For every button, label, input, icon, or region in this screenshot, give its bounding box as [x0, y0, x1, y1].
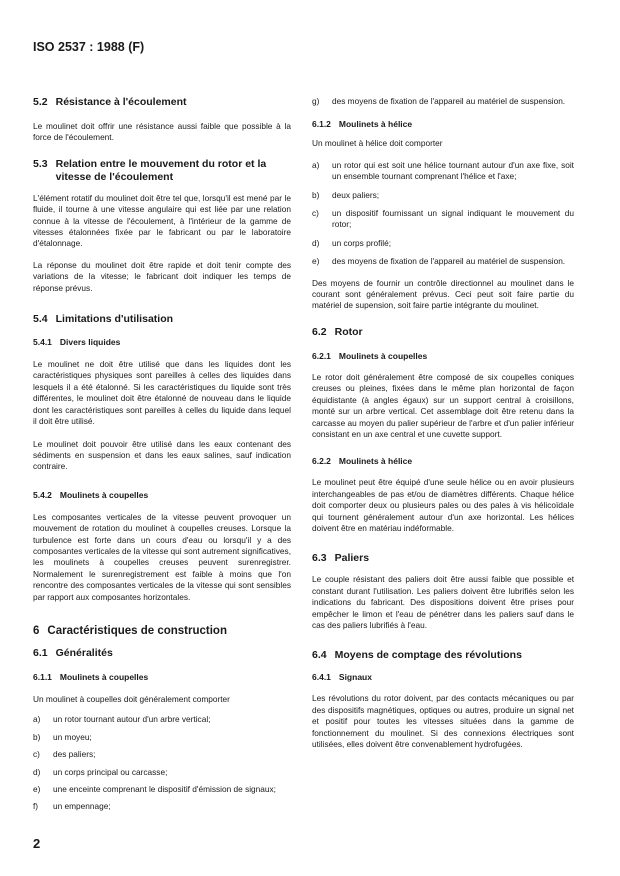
list-6-1-1 [33, 714, 291, 812]
para-5-3-1: L'élément rotatif du moulinet doit être tel que, lorsqu'il est mené par le fluide, il tourne à une vitesse angulaire qui est liée par une relation connue à la vitesse de l'écoulement, à l'intérieur de la gamme de vitesses étalonnées fixée par le fabricant ou par le laboratoire d'étalonnage. [33, 192, 291, 249]
list-item: g) des moyens de fixation de l'appareil au matériel de suspension. [312, 96, 566, 106]
para-5-2: Le moulinet doit offrir une résistance aussi faible que possible à la force de l'écoulement. [33, 121, 291, 143]
para-6-1-2-after: Des moyens de fournir un contrôle directionnel au moulinet dans le courant sont généralement prévus. Ceci peut soit faire partie du matériel de supension, soit faire partie intégrante du moulinet. [312, 277, 574, 311]
right-column [312, 96, 574, 750]
heading-5-2: 5.2 Résistance à l'écoulement [33, 96, 187, 108]
list-item: a) un rotor qui est soit une hélice tournant autour d'un axe fixe, soit un ensemble tournant comprenant l'hélice et l'axe; [312, 159, 574, 182]
para-5-4-1-2: Le moulinet doit pouvoir être utilisé dans les eaux contenant des sédiments en suspension et dans les eaux salines, sauf indication contraire. [33, 438, 291, 472]
list-item: d) un corps profilé; [312, 237, 392, 248]
para-6-1-2-intro: Un moulinet à hélice doit comporter [312, 138, 443, 149]
para-6-2-2: Le moulinet peut être équipé d'une seule hélice ou en avoir plusieurs interchangeables de pas et/ou de diamètres différents. Chaque hélice doit comporter deux ou plusieurs pales ou des pales à vis hélicoïdale qui tournent généralement autour d'un axe horizontal. Les hélices doivent être en matériau indéformable. [312, 477, 574, 533]
list-item: c) un dispositif fournissant un signal indiquant le mouvement du rotor; [312, 208, 574, 230]
heading-6-1-2: 6.1.2 Moulinets à hélice [312, 119, 413, 130]
heading-6: 6 Caractéristiques de construction [33, 624, 227, 637]
list-item: a) un rotor tournant autour d'un arbre vertical; [33, 714, 211, 725]
heading-5-4-1: 5.4.1 Divers liquides [33, 337, 121, 348]
para-5-4-1-1: Le moulinet ne doit être utilisé que dans les liquides dont les caractéristiques physiques sont pareilles à celles des liquides dans lesquels il a été étalonné. Si les caractéristiques du liquide sont très différentes, le moulinet doit être étalonné de nouveau dans le liquide dont les caractéristiques sont pareilles à celles du liquide dans lequel il doit être utilisé. [33, 359, 291, 427]
list-item: e) des moyens de fixation de l'appareil au matériel de suspension. [312, 256, 566, 267]
heading-5-3: 5.3 Relation entre le mouvement du rotor et la vitesse de l'écoulement [33, 157, 267, 183]
list-item: f) un empennage; [33, 801, 111, 812]
heading-6-2-1: 6.2.1 Moulinets à coupelles [312, 350, 428, 361]
para-6-4-1: Les révolutions du rotor doivent, par des contacts mécaniques ou par des dispositifs magnétiques, optiques ou autres, produire un signal net et positif pour toutes les vitesses situées dans la gamme de fonctionnement du moulinet. Si des connexions électriques sont utilisées, elles doivent être convenablement hydrofugées. [312, 693, 574, 749]
list-item: d) un corps principal ou carcasse; [33, 766, 168, 777]
para-6-3: Le couple résistant des paliers doit être aussi faible que possible et constant durant l'utilisation. Les paliers doivent être lubrifiés selon les indications du fabricant. Des dispositions doivent être prises pour empêcher le limon et l'eau de pénétrer dans les paliers sauf dans le cas des paliers lubrifiés à l'eau. [312, 574, 574, 630]
list-6-1-1-continued [312, 96, 574, 107]
list-item: c) des paliers; [33, 749, 96, 760]
heading-6-4-1: 6.4.1 Signaux [312, 672, 372, 683]
para-5-4-2: Les composantes verticales de la vitesse peuvent provoquer un mouvement de rotation du moulinet à coupelles creuses. Lorsque la turbulence est forte dans un cours d'eau ou lorsqu'il y a des composantes verticales de la vitesse qui sont autrement significatives, les moulinets à coupelles creuses peuvent surenregistrer. Normalement le surenregistrement est faible à moins que l'on rencontre des composantes verticales de la vitesse qui sont sensibles par rapport aux composantes horizontales. [33, 511, 291, 602]
heading-6-1: 6.1 Généralités [33, 646, 113, 659]
para-6-1-1-intro: Un moulinet à coupelles doit généralement comporter [33, 693, 230, 704]
left-column [33, 96, 291, 813]
heading-6-2-2: 6.2.2 Moulinets à hélice [312, 456, 413, 467]
heading-5-4: 5.4 Limitations d'utilisation [33, 313, 174, 326]
heading-6-4: 6.4 Moyens de comptage des révolutions [312, 649, 522, 662]
list-6-1-2 [312, 160, 574, 268]
list-item: e) une enceinte comprenant le dispositif d'émission de signaux; [33, 784, 276, 794]
para-6-2-1: Le rotor doit généralement être composé de six coupelles coniques creuses ou pleines, fixées dans le même plan horizontal de façon équidistante (à angles égaux) sur un support central à croisillons, monté sur un arbre vertical. Cet assemblage doit être retenu dans la carcasse au moyen du palier supérieur de l'arbre et d'un palier inférieur consistant en un axe central et une cuvette support. [312, 371, 574, 439]
list-item: b) deux paliers; [312, 189, 380, 200]
page-header: ISO 2537 : 1988 (F) [33, 40, 145, 54]
para-5-3-2: La réponse du moulinet doit être rapide et doit tenir compte des variations de la vitesse; le fabricant doit indiquer les temps de réponse prévus. [33, 259, 291, 293]
page-number: 2 [33, 836, 41, 851]
heading-5-4-2: 5.4.2 Moulinets à coupelles [33, 489, 149, 500]
heading-6-3: 6.3 Paliers [312, 552, 370, 565]
heading-6-2: 6.2 Rotor [312, 325, 363, 338]
list-item: b) un moyeu; [33, 731, 92, 742]
heading-6-1-1: 6.1.1 Moulinets à coupelles [33, 671, 149, 682]
